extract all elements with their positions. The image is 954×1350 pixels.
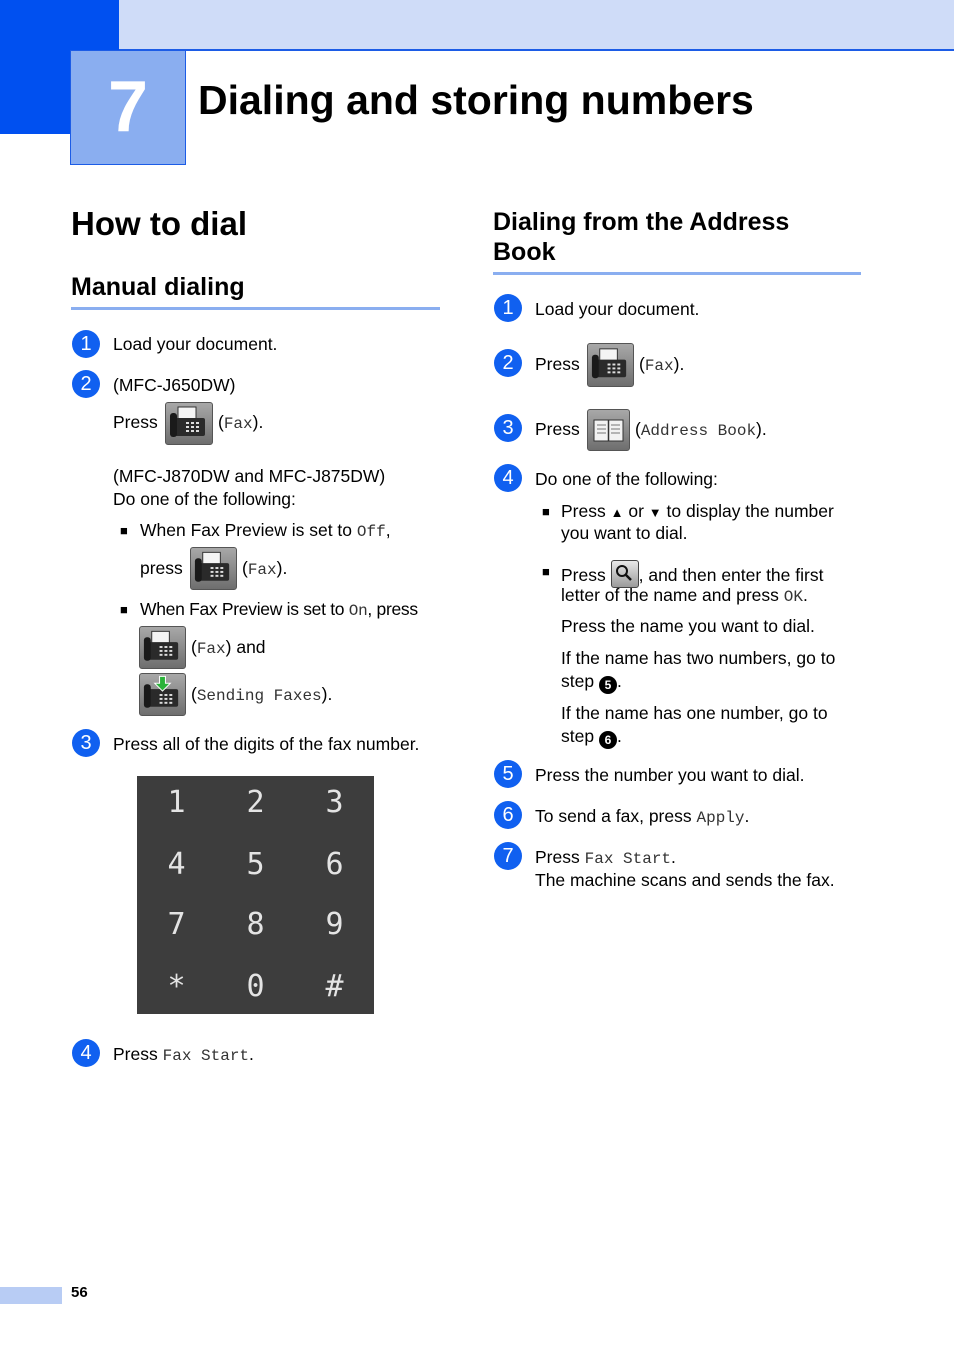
step-text: Press Fax Start. xyxy=(113,1044,254,1065)
step-text: The machine scans and sends the fax. xyxy=(535,870,835,890)
step-press-text: Press xyxy=(113,412,158,432)
step-ref: 6 xyxy=(599,731,617,749)
paragraph-text: Press the name you want to dial. xyxy=(561,616,815,636)
bullet-text: Press , and then enter the first xyxy=(561,560,823,588)
subsection-title-address-book: Dialing from the Address Book xyxy=(493,208,790,266)
fax-label: (Fax). xyxy=(639,354,685,375)
keypad-key-0[interactable]: 0 xyxy=(246,969,265,1004)
step-badge: 6 xyxy=(494,801,522,829)
sending-faxes-key-icon xyxy=(139,673,186,716)
paragraph-text: step 6 . xyxy=(561,726,622,747)
section-title: How to dial xyxy=(71,205,247,242)
bullet-icon: ■ xyxy=(542,504,550,519)
page-number: 56 xyxy=(71,1284,88,1301)
fax-key-icon xyxy=(165,402,213,445)
step-ref: 5 xyxy=(599,676,617,694)
bullet-icon: ■ xyxy=(542,564,550,579)
address-book-label: (Address Book). xyxy=(635,419,767,440)
step-text: Do one of the following: xyxy=(535,469,718,489)
footer-bar xyxy=(0,1287,62,1304)
paragraph-text: If the name has two numbers, go to xyxy=(561,648,836,668)
keypad-key-9[interactable]: 9 xyxy=(325,907,344,942)
step-badge: 3 xyxy=(494,414,522,442)
down-arrow-icon: ▼ xyxy=(648,505,662,520)
fax-label: (Fax) and xyxy=(191,637,266,658)
keypad-key-8[interactable]: 8 xyxy=(246,907,265,942)
keypad-key-4[interactable]: 4 xyxy=(167,847,186,882)
step-press-text: Press xyxy=(535,354,580,374)
keypad-key-7[interactable]: 7 xyxy=(167,907,186,942)
chapter-number-box xyxy=(70,50,186,165)
paragraph-text: If the name has one number, go to xyxy=(561,703,828,723)
fax-label: (Fax). xyxy=(218,412,264,433)
address-book-key-icon xyxy=(587,409,630,451)
step-badge: 5 xyxy=(494,760,522,788)
bullet-text: When Fax Preview is set to On, press xyxy=(140,599,418,620)
keypad-key-5[interactable]: 5 xyxy=(246,847,265,882)
paragraph-text: step 5 . xyxy=(561,671,622,692)
bullet-text: letter of the name and press OK. xyxy=(561,585,808,606)
subsection-title-manual: Manual dialing xyxy=(71,273,245,301)
bullet-press-text: press xyxy=(140,558,183,578)
step-text: Press all of the digits of the fax number. xyxy=(113,734,420,754)
bullet-icon: ■ xyxy=(120,523,128,538)
subsection-rule xyxy=(71,307,440,310)
step-models-text: (MFC-J870DW and MFC-J875DW) xyxy=(113,466,386,486)
header-band xyxy=(119,0,954,51)
step-instruction: Do one of the following: xyxy=(113,489,296,509)
step-text: Press the number you want to dial. xyxy=(535,765,805,785)
step-badge: 4 xyxy=(494,464,522,492)
keypad-key-3[interactable]: 3 xyxy=(325,785,344,820)
step-text: Press Fax Start. xyxy=(535,847,676,868)
step-model-text: (MFC-J650DW) xyxy=(113,375,236,395)
bullet-text: Press ▲ or ▼ to display the number xyxy=(561,501,834,521)
keypad-key-6[interactable]: 6 xyxy=(325,847,344,882)
sending-faxes-label: (Sending Faxes). xyxy=(191,684,333,705)
keypad-key-hash[interactable]: # xyxy=(325,969,344,1004)
step-badge: 2 xyxy=(494,349,522,377)
up-arrow-icon: ▲ xyxy=(610,505,624,520)
step-badge: 4 xyxy=(72,1039,100,1067)
keypad-key-1[interactable]: 1 xyxy=(167,785,186,820)
chapter-title: Dialing and storing numbers xyxy=(198,77,754,123)
fax-key-icon xyxy=(587,343,634,387)
fax-key-icon xyxy=(139,626,186,669)
keypad-key-2[interactable]: 2 xyxy=(246,785,265,820)
step-text: Load your document. xyxy=(535,299,700,319)
fax-label: (Fax). xyxy=(242,558,288,579)
bullet-text: When Fax Preview is set to Off, xyxy=(140,520,391,541)
bullet-text: you want to dial. xyxy=(561,523,688,543)
step-badge: 2 xyxy=(72,370,100,398)
step-text: To send a fax, press Apply. xyxy=(535,806,750,827)
step-badge: 7 xyxy=(494,842,522,870)
chapter-number: 7 xyxy=(107,67,149,147)
step-press-text: Press xyxy=(535,419,580,439)
dial-keypad xyxy=(137,776,374,1014)
step-badge: 1 xyxy=(494,294,522,322)
fax-key-icon xyxy=(190,547,237,590)
step-text: Load your document. xyxy=(113,334,278,354)
step-badge: 1 xyxy=(72,330,100,358)
bullet-icon: ■ xyxy=(120,602,128,617)
step-badge: 3 xyxy=(72,729,100,757)
keypad-key-star[interactable]: * xyxy=(167,969,186,1004)
subsection-rule xyxy=(493,272,861,275)
